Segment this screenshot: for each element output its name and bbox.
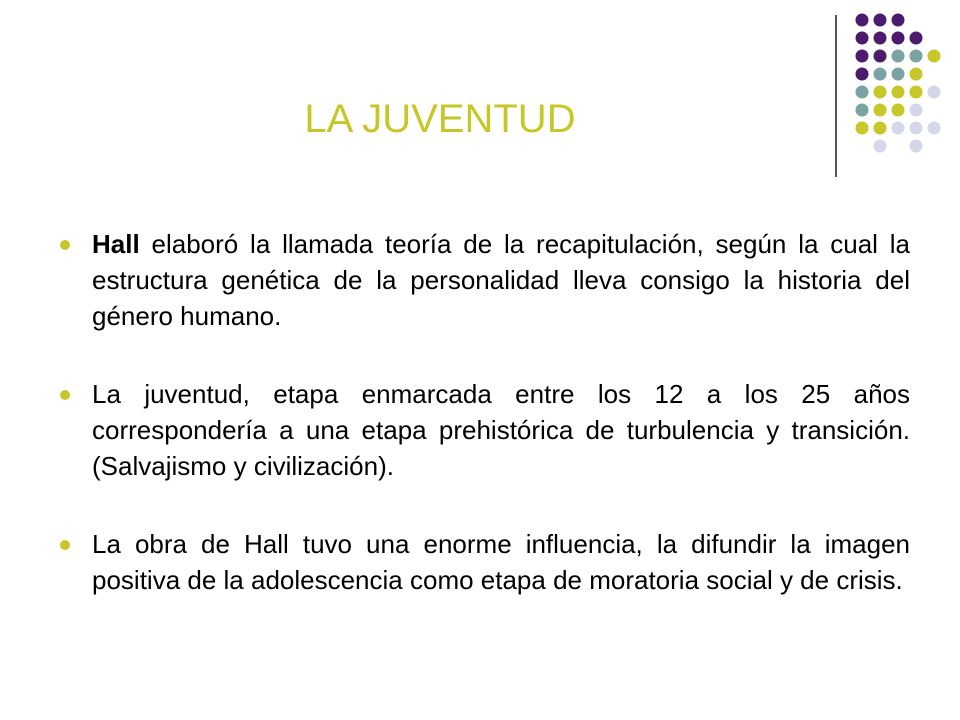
bullet-item-1 xyxy=(60,226,910,334)
bullet-list xyxy=(60,226,910,640)
decorative-dot xyxy=(892,32,905,45)
decorative-dot xyxy=(874,68,887,81)
decorative-dot xyxy=(928,50,941,63)
bullet-item-3 xyxy=(60,526,910,598)
decorative-dot xyxy=(892,50,905,63)
bullet-text-1 xyxy=(92,226,910,334)
decorative-dot xyxy=(874,32,887,45)
decorative-dot xyxy=(892,68,905,81)
decorative-dot xyxy=(910,68,923,81)
decorative-dot xyxy=(928,122,941,135)
decorative-dot xyxy=(856,68,869,81)
decorative-dot xyxy=(874,14,887,27)
decorative-dot xyxy=(910,104,923,117)
decorative-dot xyxy=(874,50,887,63)
bullet-item-2 xyxy=(60,376,910,484)
decorative-dot xyxy=(856,14,869,27)
decorative-dot xyxy=(928,86,941,99)
decorative-dot xyxy=(910,32,923,45)
bullet-dot-icon xyxy=(60,240,70,250)
bullet-dot-icon xyxy=(60,390,70,400)
bullet-text-2 xyxy=(92,376,910,484)
slide-title: LA JUVENTUD xyxy=(304,97,576,141)
bullet-body-text: La juventud, etapa enmarcada entre los 12 a los 25 años correspondería a una etapa prehistórica de turbulencia y transición. (Salvajismo y civilización). xyxy=(92,379,910,481)
bullet-body-text: La obra de Hall tuvo una enorme influencia, la difundir la imagen positiva de la adolescencia como etapa de moratoria social y de crisis. xyxy=(92,529,910,595)
decorative-dot xyxy=(892,122,905,135)
decorative-dot xyxy=(910,140,923,153)
decorative-dot xyxy=(856,50,869,63)
decorative-dot xyxy=(856,32,869,45)
decorative-dot xyxy=(910,86,923,99)
bullet-body-text: elaboró la llamada teoría de la recapitulación, según la cual la estructura genética de la personalidad lleva consigo la historia del género humano. xyxy=(92,229,910,331)
decorative-dot xyxy=(892,14,905,27)
decorative-dot xyxy=(892,104,905,117)
bullet-dot-icon xyxy=(60,540,70,550)
decorative-dot xyxy=(910,50,923,63)
bullet-bold-text: Hall xyxy=(92,229,140,259)
bullet-text-3 xyxy=(92,526,910,598)
decorative-dot xyxy=(910,122,923,135)
decorative-dot xyxy=(892,86,905,99)
